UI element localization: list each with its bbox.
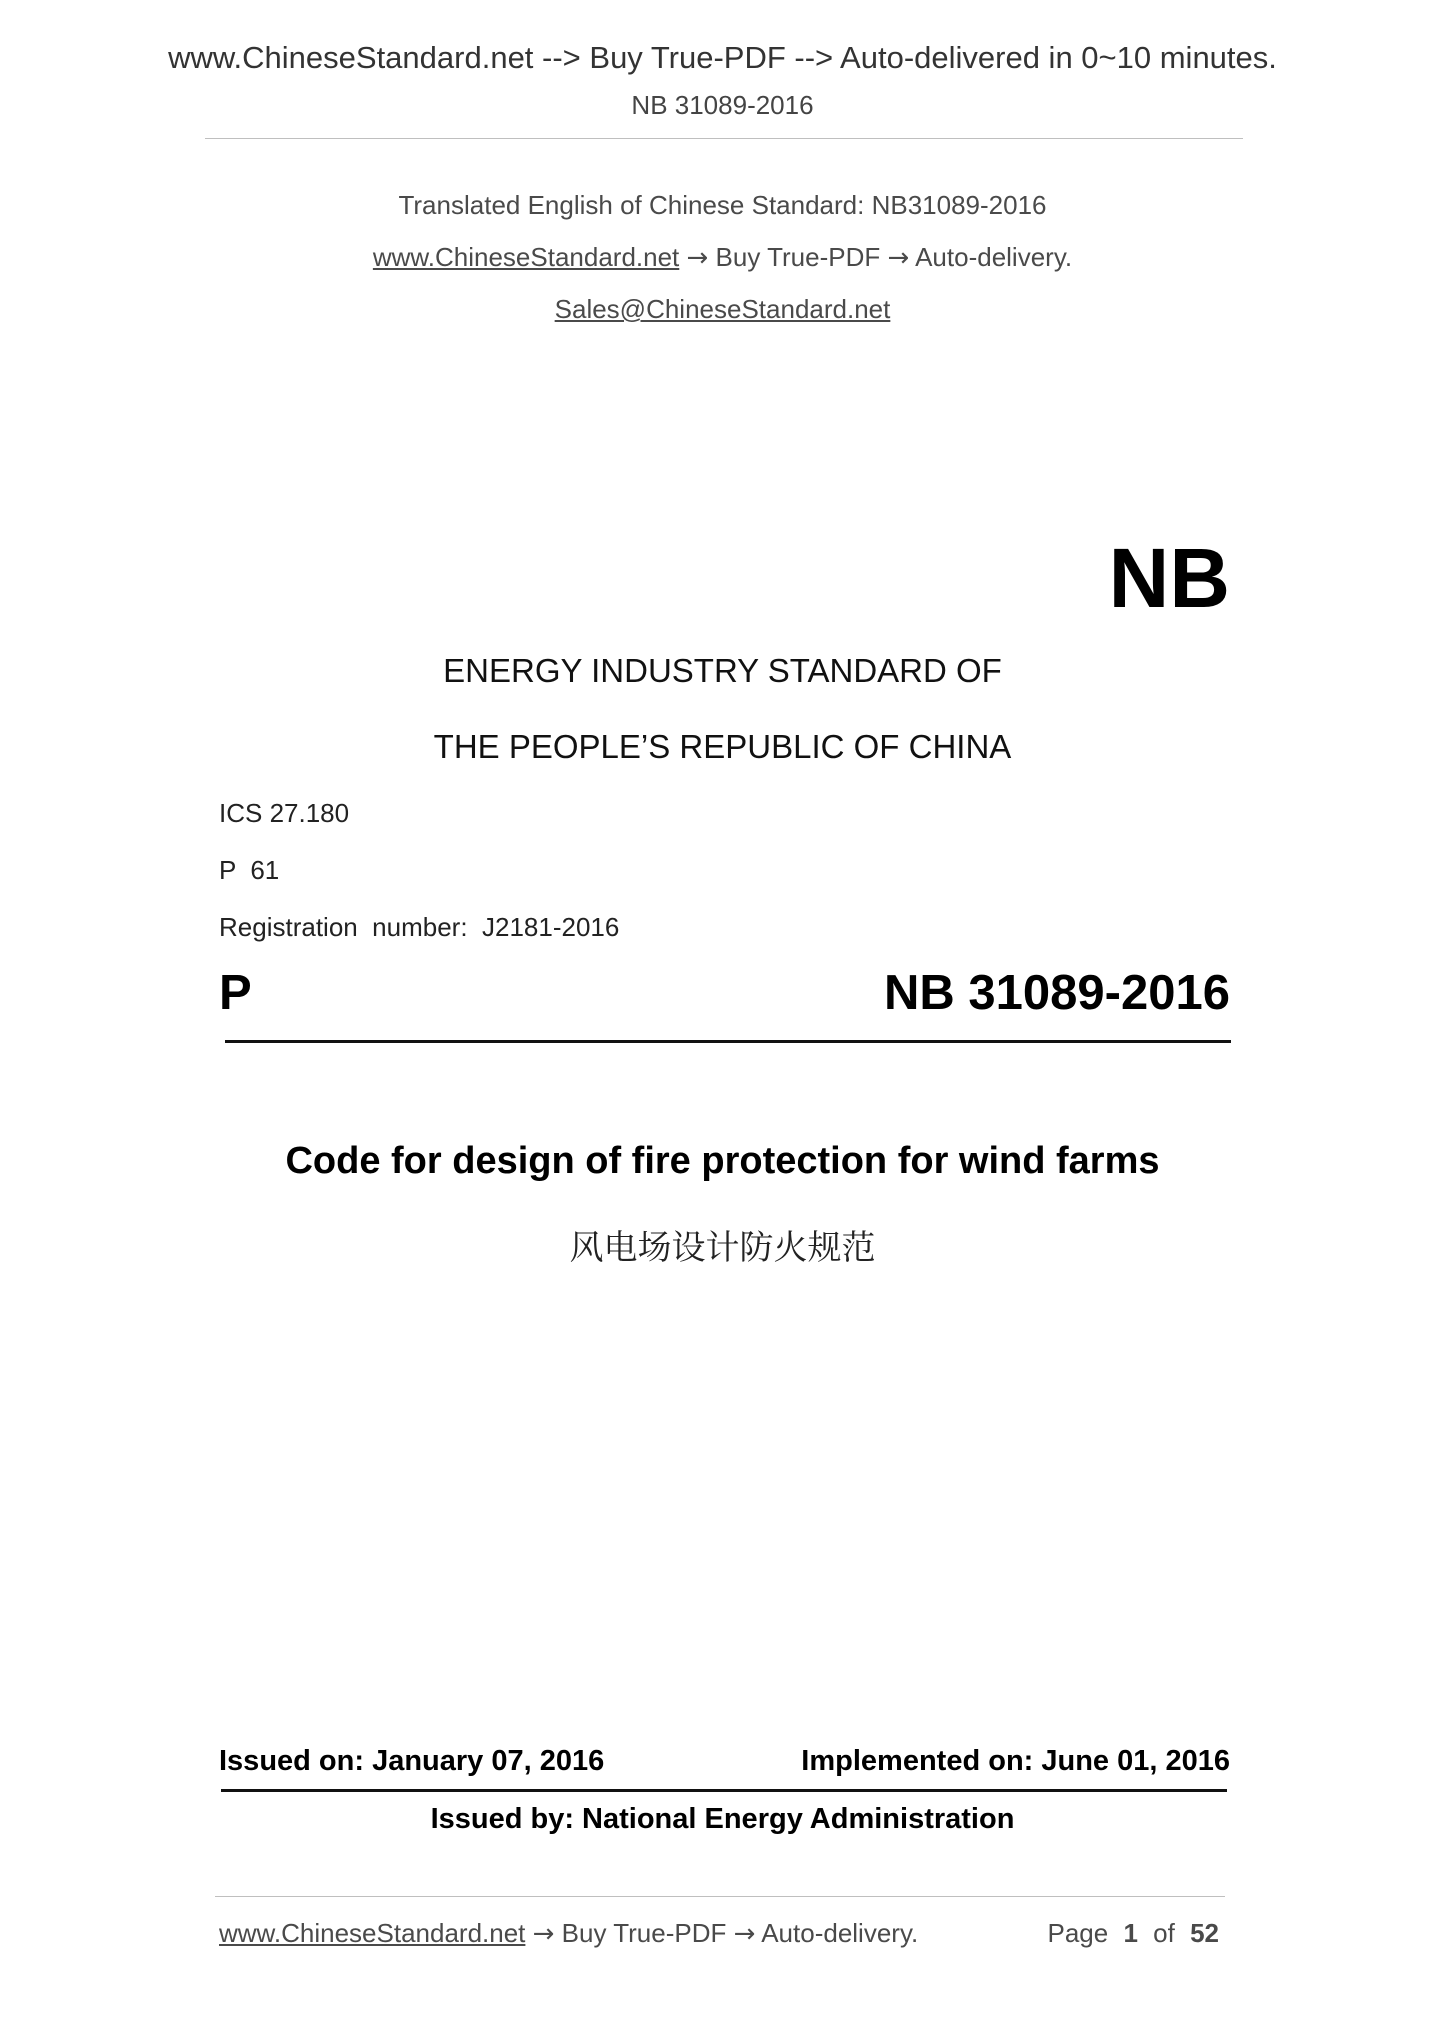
dates-divider — [221, 1789, 1227, 1792]
header-doc-number: NB 31089-2016 — [631, 90, 814, 120]
english-title: Code for design of fire protection for wind farms — [285, 1140, 1160, 1182]
page-indicator — [1047, 1918, 1219, 1949]
footer-buy-line — [219, 1918, 918, 1949]
of-label: of — [1153, 1918, 1175, 1948]
code-right: NB 31089-2016 — [884, 966, 1230, 1020]
implemented-on: Implemented on: June 01, 2016 — [801, 1745, 1230, 1777]
buy-text: Buy True-PDF — [715, 242, 881, 272]
standard-line-1: ENERGY INDUSTRY STANDARD OF — [443, 652, 1002, 689]
page-number: 1 — [1123, 1918, 1138, 1948]
intro-buy-line — [0, 242, 1445, 273]
chinese-title: 风电场设计防火规范 — [569, 1229, 876, 1267]
arrow-right-icon: → — [733, 1919, 756, 1949]
header-divider — [205, 138, 1243, 139]
site-link[interactable]: www.ChineseStandard.net — [372, 242, 680, 272]
page-total: 52 — [1190, 1918, 1219, 1948]
auto-text: Auto-delivery. — [915, 242, 1073, 272]
issued-by: Issued by: National Energy Administration — [430, 1803, 1015, 1835]
registration-number: Registration number: J2181-2016 — [219, 912, 620, 942]
footer-site-link[interactable]: www.ChineseStandard.net — [219, 1918, 526, 1948]
code-divider — [225, 1040, 1231, 1043]
page-label: Page — [1047, 1918, 1109, 1948]
p-class: P 61 — [219, 855, 280, 885]
footer-divider — [215, 1896, 1225, 1897]
footer-buy-text: Buy True-PDF — [561, 1918, 727, 1948]
ics-code: ICS 27.180 — [219, 798, 350, 828]
footer-auto-text: Auto-delivery. — [761, 1918, 919, 1948]
intro-email-line — [0, 294, 1445, 325]
translated-line: Translated English of Chinese Standard: NB31089-2016 — [398, 190, 1047, 220]
code-left: P — [219, 966, 252, 1020]
issued-on: Issued on: January 07, 2016 — [219, 1745, 605, 1777]
arrow-right-icon: → — [532, 1919, 555, 1949]
email-link[interactable]: Sales@ChineseStandard.net — [554, 294, 891, 324]
standard-line-2: THE PEOPLE’S REPUBLIC OF CHINA — [433, 728, 1012, 765]
arrow-right-icon: → — [686, 243, 709, 273]
header-banner: www.ChineseStandard.net --> Buy True-PDF --> Auto-delivered in 0~10 minutes. — [168, 40, 1277, 75]
arrow-right-icon: → — [887, 243, 910, 273]
nb-logo: NB — [1108, 531, 1230, 625]
